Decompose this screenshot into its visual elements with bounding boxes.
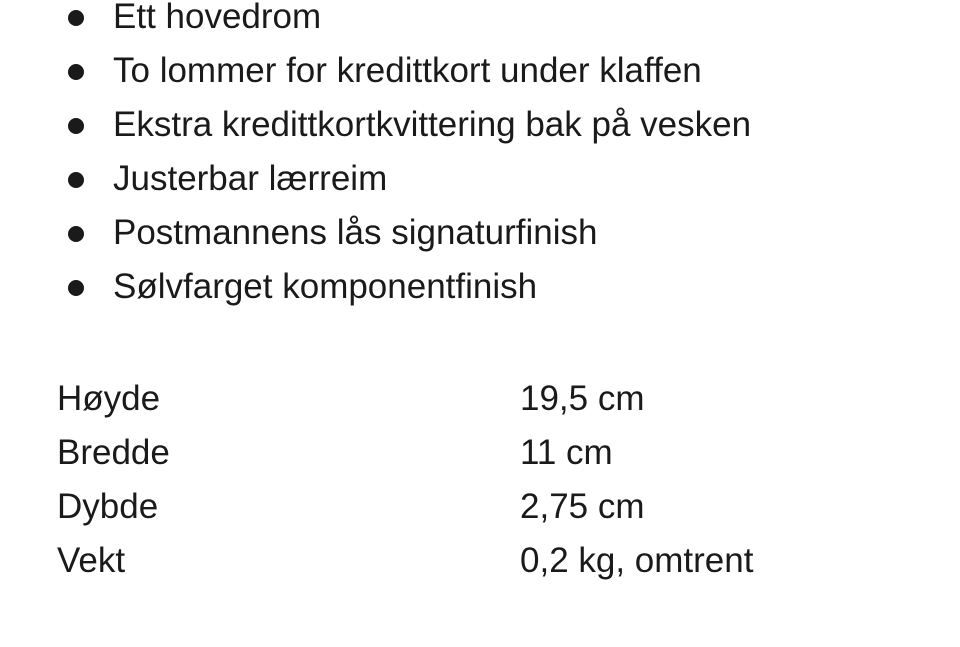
spec-label-weight: Vekt [57,541,126,580]
bullet-icon [68,172,84,188]
table-row [0,534,960,588]
spec-value-weight: 0,2 kg, omtrent [520,541,754,580]
bullet-icon [68,280,84,296]
spec-label-width: Bredde [57,433,170,472]
bullet-icon [68,226,84,242]
feature-text: Sølvfarget komponentfinish [113,267,538,306]
feature-text: To lommer for kredittkort under klaffen [113,51,702,90]
bullet-icon [68,118,84,134]
spec-table [0,372,960,588]
spec-label-height: Høyde [57,379,161,418]
spec-label-depth: Dybde [57,487,159,526]
table-row [0,426,960,480]
feature-text: Ekstra kredittkortkvittering bak på vesken [113,105,752,144]
spec-value-depth: 2,75 cm [520,487,645,526]
table-row [0,372,960,426]
spec-value-width: 11 cm [520,433,613,472]
table-row [0,480,960,534]
spec-value-height: 19,5 cm [520,379,645,418]
feature-text: Ett hovedrom [113,0,322,36]
feature-text: Postmannens lås signaturfinish [113,213,598,252]
bullet-icon [68,10,84,26]
feature-text: Justerbar lærreim [113,159,388,198]
bullet-icon [68,64,84,80]
